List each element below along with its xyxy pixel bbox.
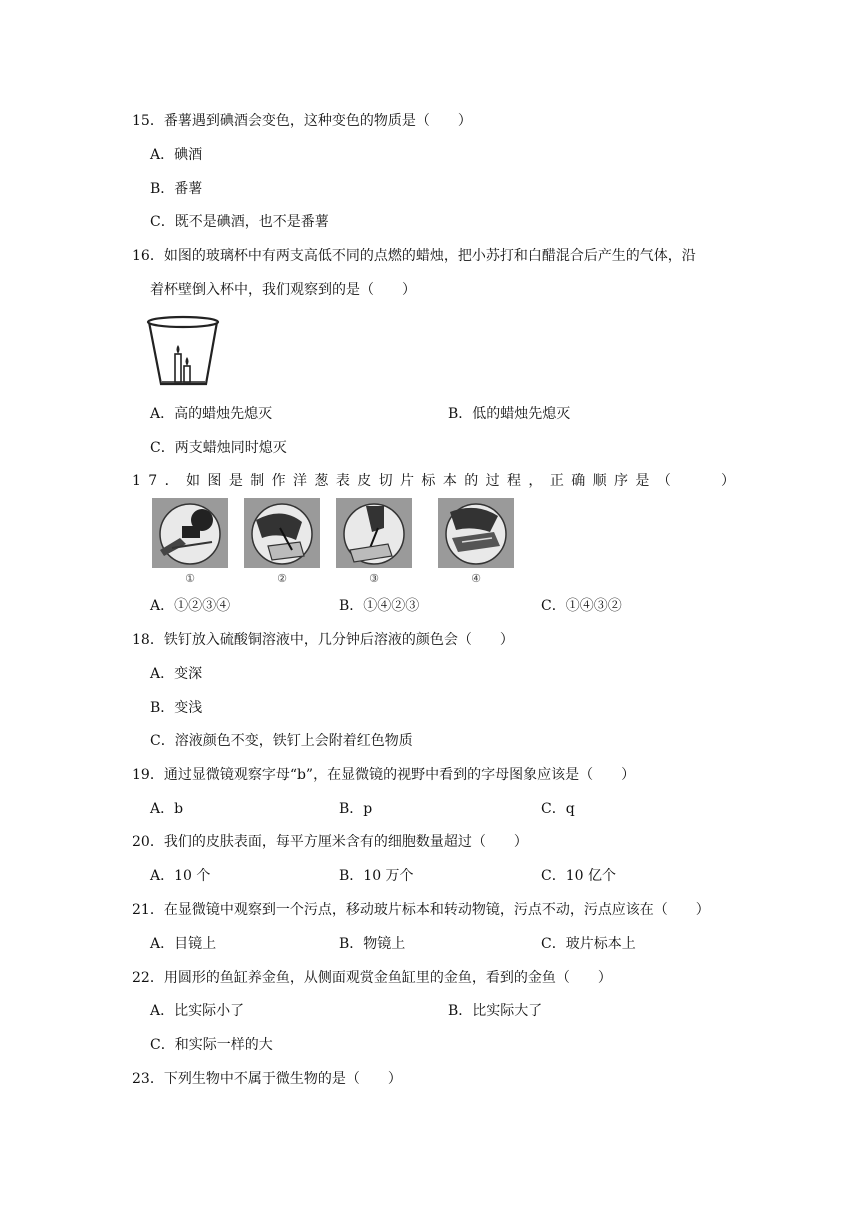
step-3-label: ③	[369, 572, 379, 585]
step-4-cover-slip-image	[438, 498, 514, 568]
question-22-option-a: A．比实际小了	[150, 1003, 245, 1019]
step-3-needle-image	[336, 498, 412, 568]
question-17-option-b: B．①④②③	[339, 598, 420, 614]
question-21-option-b: B．物镜上	[339, 936, 406, 952]
question-22-stem: 22．用圆形的鱼缸养金鱼，从侧面观赏金鱼缸里的金鱼，看到的金鱼（ ）	[132, 970, 612, 986]
question-15-stem: 15．番薯遇到碘酒会变色，这种变色的物质是（ ）	[132, 113, 472, 129]
question-16-option-c: C．两支蜡烛同时熄灭	[150, 440, 287, 456]
question-20-stem: 20．我们的皮肤表面，每平方厘米含有的细胞数量超过（ ）	[132, 834, 528, 850]
onion-slide-steps-figure	[152, 498, 516, 588]
step-4-label: ④	[471, 572, 481, 585]
step-1-label: ①	[185, 572, 195, 585]
question-19-option-a: A．b	[150, 801, 184, 817]
question-19-stem: 19．通过显微镜观察字母“b”，在显微镜的视野中看到的字母图象应该是（ ）	[132, 767, 636, 783]
question-19-option-c: C．q	[541, 801, 575, 817]
glass-with-candles-figure	[146, 314, 222, 390]
question-17-option-c: C．①④③②	[541, 598, 622, 614]
question-15-option-b: B．番薯	[150, 181, 203, 197]
question-22-option-b: B．比实际大了	[448, 1003, 543, 1019]
question-16-option-a: A．高的蜡烛先熄灭	[150, 406, 273, 422]
question-23-stem: 23．下列生物中不属于微生物的是（ ）	[132, 1071, 402, 1087]
question-21-option-a: A．目镜上	[150, 936, 217, 952]
step-2-label: ②	[277, 572, 287, 585]
question-17-stem: 17．如图是制作洋葱表皮切片标本的过程，正确顺序是（ ）	[132, 473, 743, 489]
question-16-stem-line2: 着杯壁倒入杯中，我们观察到的是（ ）	[150, 282, 416, 298]
question-17-option-a: A．①②③④	[150, 598, 231, 614]
question-21-option-c: C．玻片标本上	[541, 936, 636, 952]
question-20-option-b: B．10 万个	[339, 868, 414, 884]
step-1-dropper-image	[152, 498, 228, 568]
question-16-stem-line1: 16．如图的玻璃杯中有两支高低不同的点燃的蜡烛，把小苏打和白醋混合后产生的气体，沿	[132, 248, 696, 264]
question-16-option-b: B．低的蜡烛先熄灭	[448, 406, 571, 422]
question-15-option-a: A．碘酒	[150, 147, 203, 163]
question-21-stem: 21．在显微镜中观察到一个污点，移动玻片标本和转动物镜，污点不动，污点应该在（ ）	[132, 902, 710, 918]
question-18-stem: 18．铁钉放入硫酸铜溶液中，几分钟后溶液的颜色会（ ）	[132, 632, 514, 648]
question-20-option-c: C．10 亿个	[541, 868, 616, 884]
question-20-option-a: A．10 个	[150, 868, 211, 884]
question-22-option-c: C．和实际一样的大	[150, 1037, 273, 1053]
question-19-option-b: B．p	[339, 801, 373, 817]
question-15-option-c: C．既不是碘酒，也不是番薯	[150, 214, 329, 230]
question-18-option-a: A．变深	[150, 666, 203, 682]
question-18-option-c: C．溶液颜色不变，铁钉上会附着红色物质	[150, 733, 413, 749]
question-18-option-b: B．变浅	[150, 700, 203, 716]
step-2-tweezers-image	[244, 498, 320, 568]
